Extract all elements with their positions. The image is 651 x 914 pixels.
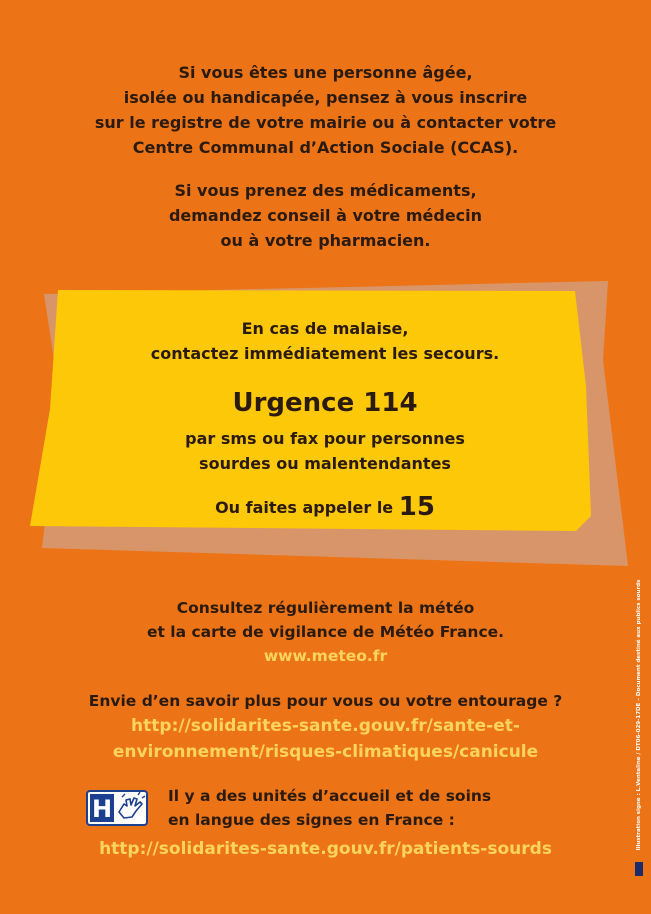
- text-line: demandez conseil à votre médecin: [168, 206, 483, 225]
- meteo-link[interactable]: www.meteo.fr: [263, 647, 388, 665]
- text-line: et la carte de vigilance de Météo France.: [146, 623, 505, 641]
- call-number: 15: [398, 492, 435, 522]
- deaf-contact-text: [45, 426, 605, 476]
- call-text: Ou faites appeler le: [215, 498, 394, 517]
- malaise-text: [45, 316, 605, 366]
- canicule-link-line[interactable]: environnement/risques-climatiques/canicule: [112, 742, 539, 762]
- text-line: Consultez régulièrement la météo: [176, 599, 475, 617]
- urgence-114-heading: Urgence 114: [232, 388, 418, 418]
- patients-sourds-link[interactable]: http://solidarites-sante.gouv.fr/patients-sourds: [99, 839, 552, 859]
- more-info-paragraph: [0, 689, 651, 765]
- text-line: contactez immédiatement les secours.: [150, 344, 500, 363]
- text-line: En cas de malaise,: [241, 319, 409, 338]
- text-line: isolée ou handicapée, pensez à vous inscrire: [123, 88, 528, 107]
- text-line: Si vous êtes une personne âgée,: [178, 63, 473, 82]
- side-credit: [634, 560, 644, 870]
- text-line: par sms ou fax pour personnes: [185, 429, 465, 448]
- text-line: sur le registre de votre mairie ou à contacter votre: [94, 113, 557, 132]
- patients-sourds-paragraph: [0, 836, 651, 862]
- call-15-text: [45, 492, 605, 523]
- icon-letter: H: [91, 795, 113, 823]
- canicule-link-line[interactable]: http://solidarites-sante.gouv.fr/sante-et-: [131, 716, 520, 736]
- hospital-sign-language-icon: [86, 790, 148, 826]
- sign-language-text: [168, 784, 491, 832]
- text-line: en langue des signes en France :: [168, 811, 455, 829]
- text-line: Si vous prenez des médicaments,: [174, 181, 477, 200]
- text-line: sourdes ou malentendantes: [199, 454, 451, 473]
- weather-paragraph: [0, 596, 651, 668]
- more-info-question: Envie d’en savoir plus pour vous ou votre entourage ?: [88, 692, 563, 710]
- publisher-logo: [635, 862, 643, 876]
- text-line: Centre Communal d’Action Sociale (CCAS).: [132, 138, 519, 157]
- side-credit-text: Illustration signe : L.Ventaline / DT06-029-17DE – Document destiné aux publics sourds: [636, 579, 642, 851]
- text-line: ou à votre pharmacien.: [220, 231, 431, 250]
- text-line: Il y a des unités d’accueil et de soins: [168, 787, 492, 805]
